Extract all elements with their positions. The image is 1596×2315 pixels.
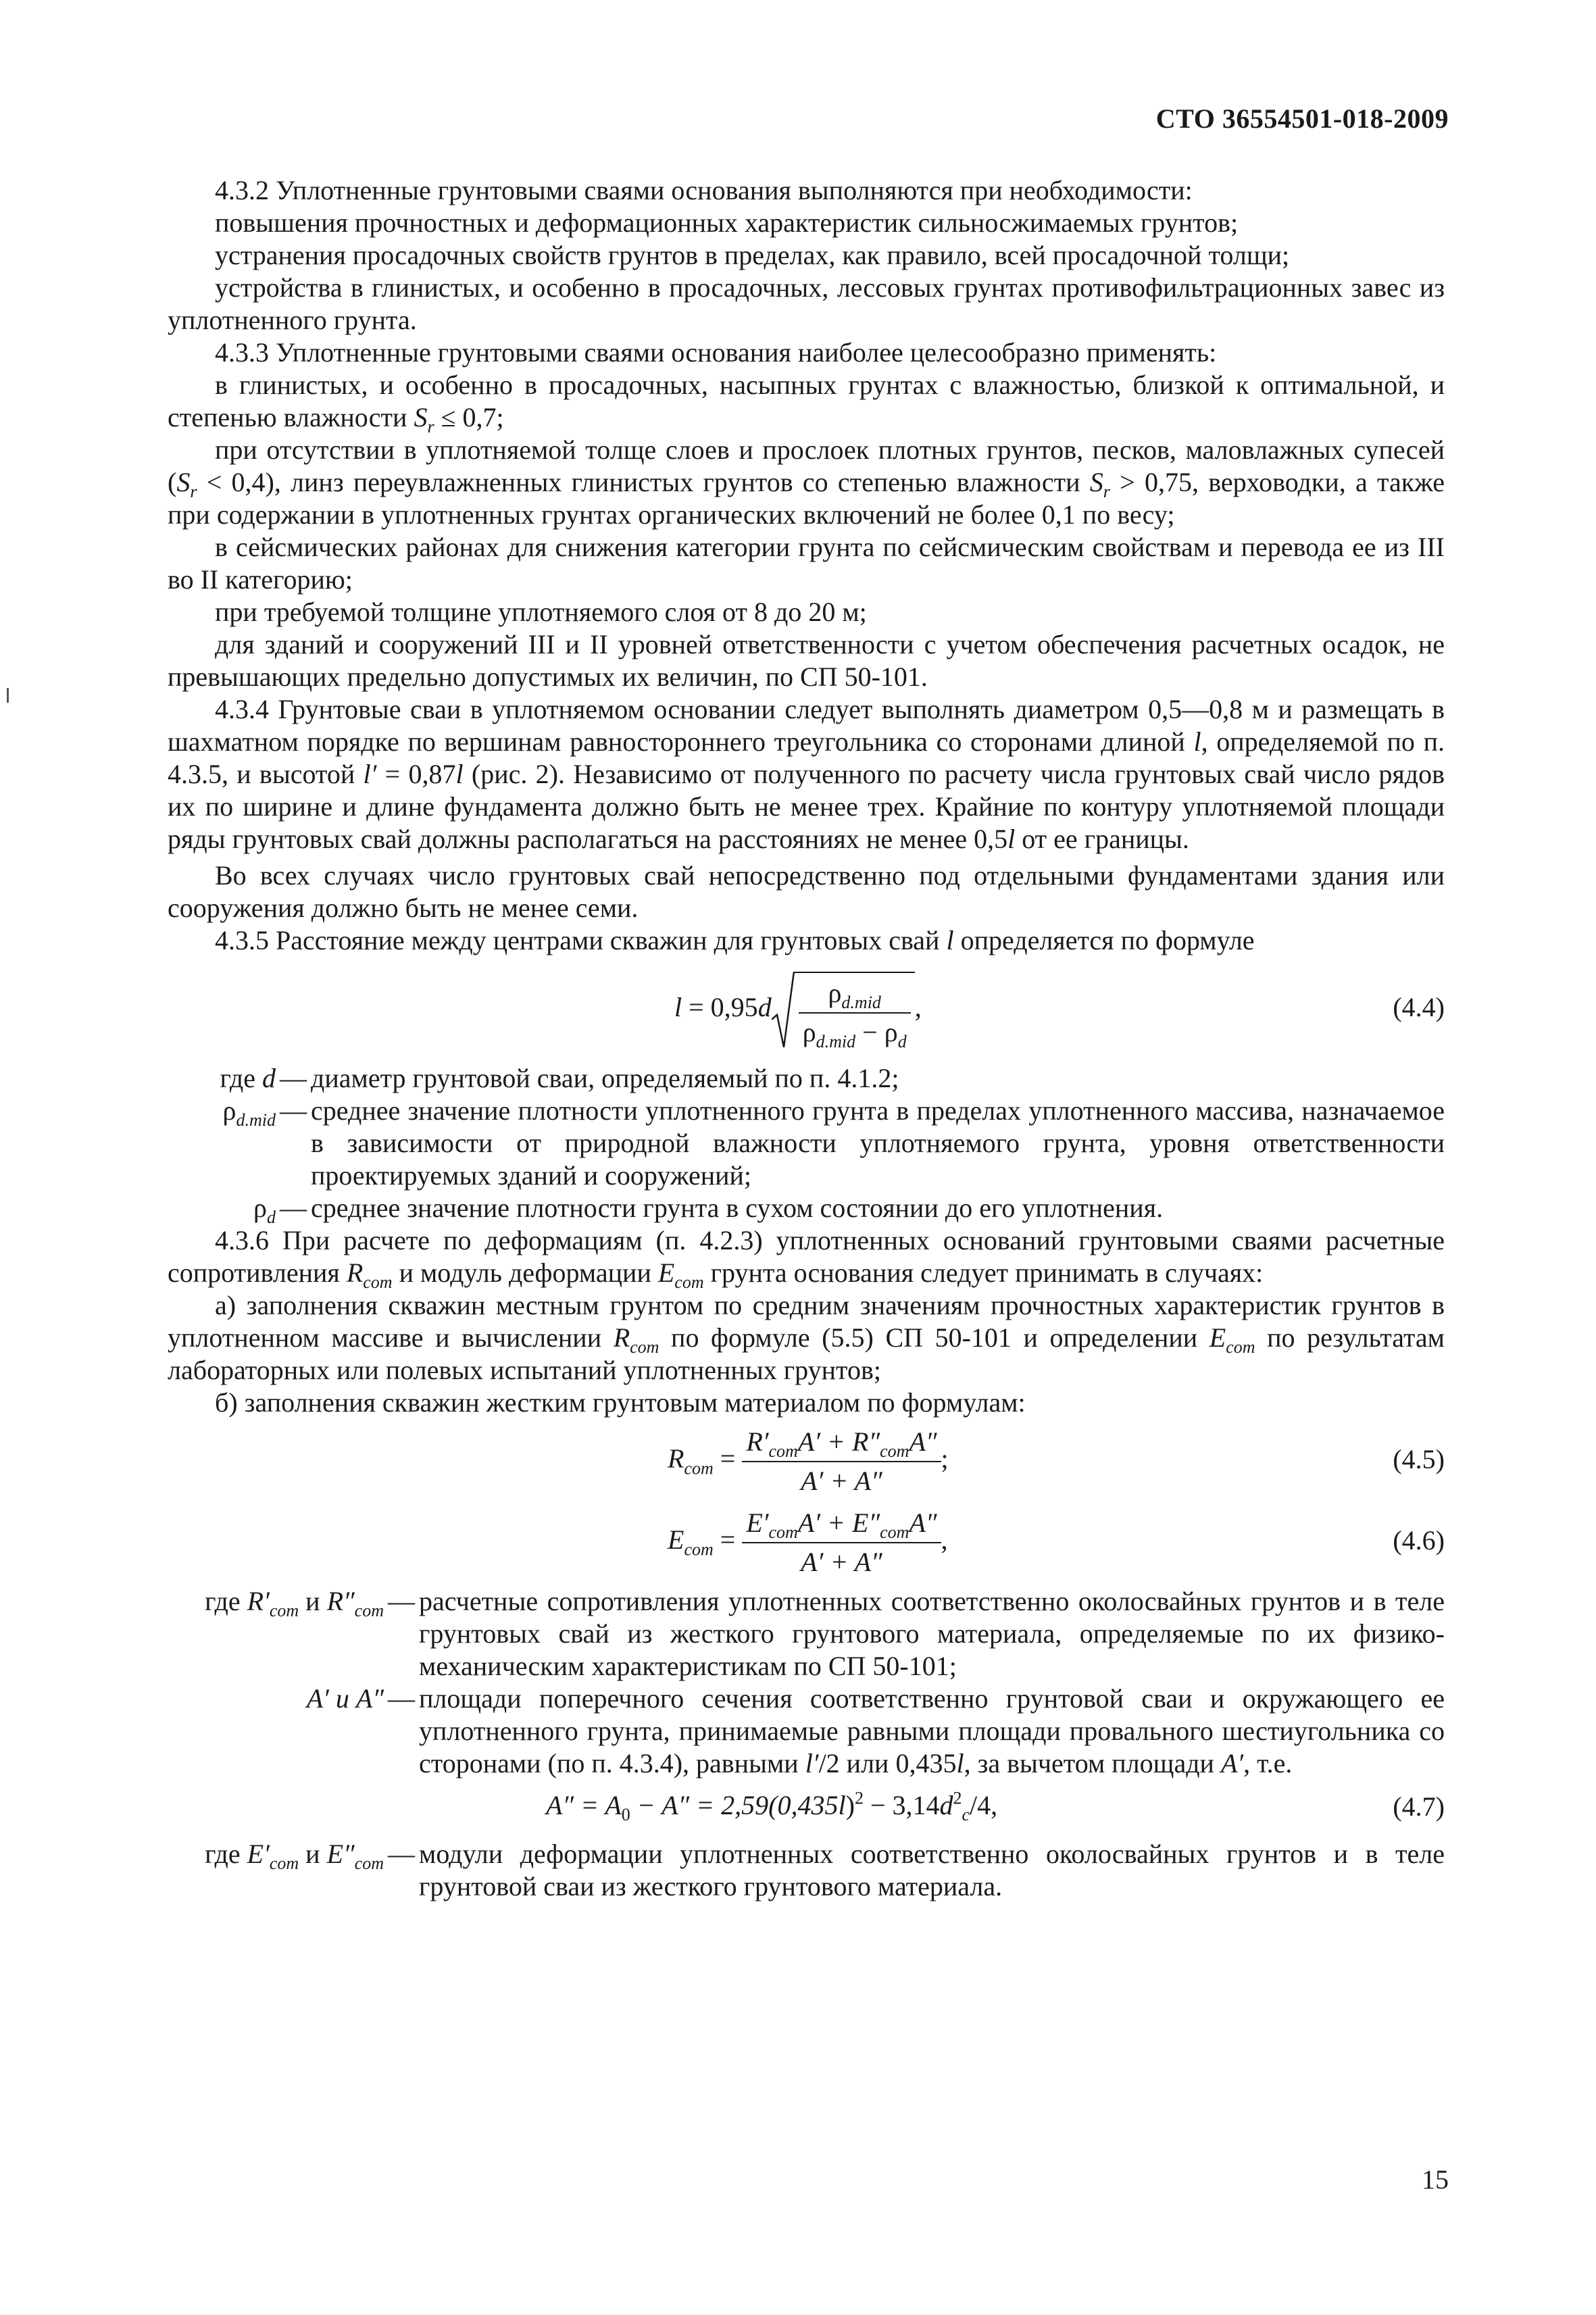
fraction: $\frac{E'_{com}A' + E''_{com}A''}{A' + A''}$	[742, 1507, 941, 1578]
definition-R-com: где $R'_{com}$ и $R''_{com}$ — расчетные сопротивления уплотненных соответственно околосвайных грунтов и в теле грунтовых свай из жесткого грунтового материала, определяемые по их физико-механическим характеристикам по СП 50-101;	[205, 1586, 1445, 1681]
paragraph-4-3-3: 4.3.3 Уплотненные грунтовыми сваями основания наиболее целесообразно применять:	[215, 337, 1217, 368]
definition-rho-d: $\rho_d$ — среднее значение плотности грунта в сухом состоянии до его уплотнения.	[253, 1193, 1164, 1228]
list-item: повышения прочностных и деформационных характеристик сильносжимаемых грунтов;	[215, 207, 1239, 238]
square-root	[772, 972, 915, 1052]
list-item: при требуемой толщине уплотняемого слоя от 8 до 20 м;	[215, 597, 867, 627]
definitions-4-4	[168, 1062, 1445, 1228]
fraction: $\frac{\rho_{d.mid}}{\rho_{d.mid} - \rho_d}$	[799, 977, 911, 1049]
list-item: устранения просадочных свойств грунтов в пределах, как правило, всей просадочной толщи;	[215, 240, 1290, 270]
list-item: при отсутствии в уплотняемой толще слоев и прослоек плотных грунтов, песков, маловлажных супесей $(S_r < 0,4)$, линз переувлажненных глинистых грунтов со степенью влажности $S_r > 0,75$, верховодки, а также при содержании в уплотненных грунтах органических включений не более 0,1 по весу;	[168, 434, 1445, 530]
paragraph-4-3-6: 4.3.6 При расчете по деформациям (п. 4.2.3) уплотненных оснований грунтовыми сваями расчетные сопротивления $R_{com}$ и модуль деформации $E_{com}$ грунта основания следует принимать в случаях:	[168, 1225, 1445, 1293]
definition-rho-dmid: $\rho_{d.mid}$ — среднее значение плотности уплотненного грунта в пределах уплотненного массива, назначаемое в зависимости от природной влажности уплотняемого грунта, уровня ответственности проектируемых зданий и сооружений;	[222, 1095, 1445, 1191]
page-number: 15	[1422, 2164, 1449, 2195]
list-item: в глинистых, и особенно в просадочных, насыпных грунтах с влажностью, близкой к оптимальной, и степенью влажности $S_r \le 0,7$;	[168, 370, 1445, 437]
list-item-b: б) заполнения скважин жестким грунтовым материалом по формулам:	[215, 1387, 1026, 1418]
equation-number: (4.6)	[1393, 1525, 1445, 1555]
paragraph-4-3-2: 4.3.2 Уплотненные грунтовыми сваями основания выполняются при необходимости:	[215, 175, 1193, 205]
formula-expression: l = 0,95d $\frac{\rho_{d.mid}}{\rho_{d.mid} - \rho_d}$ ,	[674, 972, 922, 1049]
formula-4-5	[168, 1419, 1445, 1500]
document-code: СТО 36554501-018-2009	[1155, 103, 1449, 134]
definition-d: где d — диаметр грунтовой сваи, определяемый по п. 4.1.2;	[220, 1063, 899, 1093]
fraction: $\frac{R'_{com}A' + R''_{com}A''}{A' + A''}$	[742, 1426, 941, 1497]
equation-number: (4.5)	[1393, 1444, 1445, 1474]
list-item: устройства в глинистых, и особенно в просадочных, лессовых грунтах противофильтрационных завес из уплотненного грунта.	[168, 272, 1445, 335]
margin-mark	[7, 688, 9, 703]
body-text	[168, 174, 1445, 1903]
definition-E-com: где $E'_{com}$ и $E''_{com}$ — модули деформации уплотненных соответственно околосвайных грунтов и в теле грунтовой сваи из жесткого грунтового материала.	[205, 1839, 1445, 1901]
definition-A: A′ и A″ — площади поперечного сечения соответственно грунтовой сваи и окружающего ее уплотненного грунта, принимаемые равными площади провального шестиугольника со сторонами (по п. 4.3.4), равными l′/2 или 0,435l, за вычетом площади A′, т.е.	[306, 1683, 1445, 1778]
formula-expression: $R_{com}$ = $\frac{R'_{com}A' + R''_{com}A''}{A' + A''}$ ;	[668, 1426, 949, 1496]
formula-4-7	[168, 1780, 1445, 1834]
paragraph-4-3-5: 4.3.5 Расстояние между центрами скважин для грунтовых свай l определяется по формуле	[215, 925, 1255, 955]
list-item-a: а) заполнения скважин местным грунтом по средним значениям прочностных характеристик грунтов в уплотненном массиве и вычислении $R_{com}$ по формуле (5.5) СП 50-101 и определении $E_{com}$ по результатам лабораторных или полевых испытаний уплотненных грунтов;	[168, 1290, 1445, 1385]
radical-sign-icon	[772, 972, 795, 1049]
formula-4-6	[168, 1500, 1445, 1581]
definitions-4-7	[168, 1838, 1445, 1903]
definitions-4-5	[168, 1585, 1445, 1780]
list-item: для зданий и сооружений III и II уровней ответственности с учетом обеспечения расчетных осадок, не превышающих предельно допустимых их величин, по СП 50-101.	[168, 629, 1445, 692]
formula-expression: $A'' = A_0 - A'' = 2,59(0,435l)^2 - 3,14d^2_c/4$,	[546, 1788, 998, 1825]
paragraph: Во всех случаях число грунтовых свай непосредственно под отдельными фундаментами здания или сооружения должно быть не менее семи.	[168, 860, 1445, 923]
list-item: в сейсмических районах для снижения категории грунта по сейсмическим свойствам и перевода ее из III во II категорию;	[168, 532, 1445, 595]
equation-number: (4.4)	[1393, 992, 1445, 1022]
formula-4-4	[168, 957, 1445, 1058]
equation-number: (4.7)	[1393, 1791, 1445, 1822]
formula-expression: $E_{com}$ = $\frac{E'_{com}A' + E''_{com}A''}{A' + A''}$ ,	[668, 1508, 948, 1577]
paragraph-4-3-4: 4.3.4 Грунтовые сваи в уплотняемом основании следует выполнять диаметром 0,5—0,8 м и размещать в шахматном порядке по вершинам равностороннего треугольника со сторонами длиной l, определяемой по п. 4.3.5, и высотой l′ = 0,87l (рис. 2). Независимо от полученного по расчету числа грунтовых свай число рядов их по ширине и длине фундамента должно быть не менее трех. Крайние по контуру уплотняемой площади ряды грунтовых свай должны располагаться на расстояниях не менее 0,5l от ее границы.	[168, 694, 1445, 854]
